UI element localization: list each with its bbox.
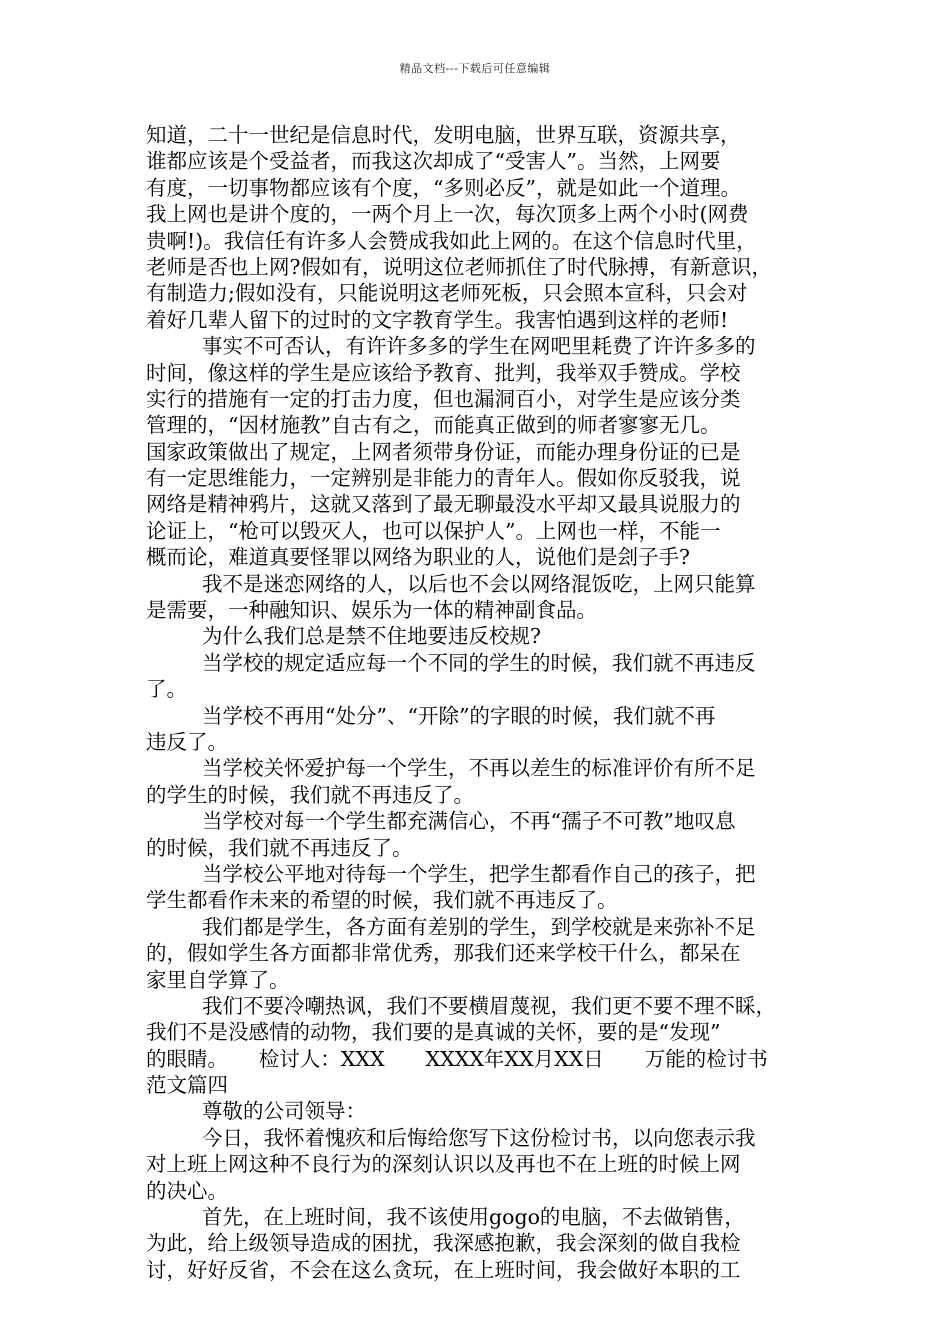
text-line: 知道，二十一世纪是信息时代，发明电脑，世界互联，资源共享， (146, 123, 741, 147)
text-line: 我不是迷恋网络的人，以后也不会以网络混饭吃，上网只能算 (202, 571, 756, 596)
text-line: 是需要，一种融知识、娱乐为一体的精神副食品。 (146, 598, 597, 623)
text-line: 的学生的时候，我们就不再违反了。 (146, 782, 474, 807)
text-line: 了。 (146, 677, 187, 702)
text-line: 当学校对每一个学生都充满信心，不再“孺子不可教”地叹息 (202, 809, 736, 834)
text-line: 的眼睛。 检讨人：XXX XXXX年XX月XX日 万能的检讨书 (146, 1046, 768, 1071)
text-line: 学生都看作未来的希望的时候，我们就不再违反了。 (146, 888, 618, 913)
text-line: 网络是精神鸦片，这就又落到了最无聊最没水平却又最具说服力的 (146, 492, 741, 517)
text-line: 当学校不再用“处分”、“开除”的字眼的时候，我们就不再 (202, 703, 716, 728)
text-line: 范文篇四 (146, 1073, 228, 1098)
text-line: 国家政策做出了规定，上网者须带身份证，而能办理身份证的已是 (146, 439, 741, 464)
text-line: 违反了。 (146, 729, 228, 754)
text-line: 今日，我怀着愧疚和后悔给您写下这份检讨书，以向您表示我 (202, 1125, 756, 1150)
text-line: 为什么我们总是禁不住地要违反校规? (202, 624, 541, 649)
text-line: 有一定思维能力，一定辨别是非能力的青年人。假如你反驳我，说 (146, 466, 741, 491)
text-line: 有制造力;假如没有，只能说明这老师死板，只会照本宣科，只会对 (146, 281, 748, 306)
text-line: 当学校关怀爱护每一个学生，不再以差生的标准评价有所不足 (202, 756, 756, 781)
text-line: 家里自学算了。 (146, 967, 290, 992)
text-line: 讨，好好反省，不会在这么贪玩，在上班时间，我会做好本职的工 (146, 1257, 741, 1282)
text-line: 实行的措施有一定的打击力度，但也漏洞百小，对学生是应该分类 (146, 386, 741, 411)
text-line: 我们不要冷嘲热讽，我们不要横眉蔑视，我们更不要不理不睬， (202, 993, 776, 1018)
text-line: 当学校的规定适应每一个不同的学生的时候，我们就不再违反 (202, 650, 756, 675)
text-line: 我们都是学生，各方面有差别的学生，到学校就是来弥补不足 (202, 914, 756, 939)
text-line: 我们不是没感情的动物，我们要的是真诚的关怀，要的是“发现” (146, 1020, 721, 1045)
text-line: 事实不可否认，有许许多多的学生在网吧里耗费了许许多多的 (202, 334, 756, 359)
text-line: 着好几辈人留下的过时的文字教育学生。我害怕遇到这样的老师! (146, 307, 729, 332)
text-line: 首先，在上班时间，我不该使用gogo的电脑，不去做销售， (202, 1205, 745, 1230)
text-line: 老师是否也上网?假如有，说明这位老师抓住了时代脉搏，有新意识， (146, 254, 772, 279)
text-line: 当学校公平地对待每一个学生，把学生都看作自己的孩子，把 (202, 861, 756, 886)
text-line: 我上网也是讲个度的，一两个月上一次，每次顶多上两个小时(网费 (146, 202, 749, 227)
text-line: 论证上，“枪可以毁灭人，也可以保护人”。上网也一样，不能一 (146, 518, 721, 543)
text-line: 贵啊!)。我信任有许多人会赞成我如此上网的。在这个信息时代里， (146, 228, 757, 253)
text-line: 有度，一切事物都应该有个度，“多则必反”，就是如此一个道理。 (146, 175, 741, 200)
text-line: 为此，给上级领导造成的困扰，我深感抱歉，我会深刻的做自我检 (146, 1231, 741, 1256)
document-body (146, 122, 810, 1283)
text-line: 的时候，我们就不再违反了。 (146, 835, 413, 860)
text-line: 的，假如学生各方面都非常优秀，那我们还来学校干什么，都呆在 (146, 941, 741, 966)
text-line: 尊敬的公司领导： (202, 1099, 366, 1124)
text-line: 管理的，“因材施教”自古有之，而能真正做到的师者寥寥无几。 (146, 413, 721, 438)
text-line: 时间，像这样的学生是应该给予教育、批判，我举双手赞成。学校 (146, 360, 741, 385)
page-header: 精品文档---下载后可任意编辑 (399, 62, 551, 75)
text-line: 谁都应该是个受益者，而我这次却成了“受害人”。当然，上网要 (146, 149, 721, 174)
text-line: 对上班上网这种不良行为的深刻认识以及再也不在上班的时候上网 (146, 1152, 741, 1177)
text-line: 概而论，难道真要怪罪以网络为职业的人，说他们是刽子手? (146, 545, 690, 570)
text-line: 的决心。 (146, 1178, 228, 1203)
